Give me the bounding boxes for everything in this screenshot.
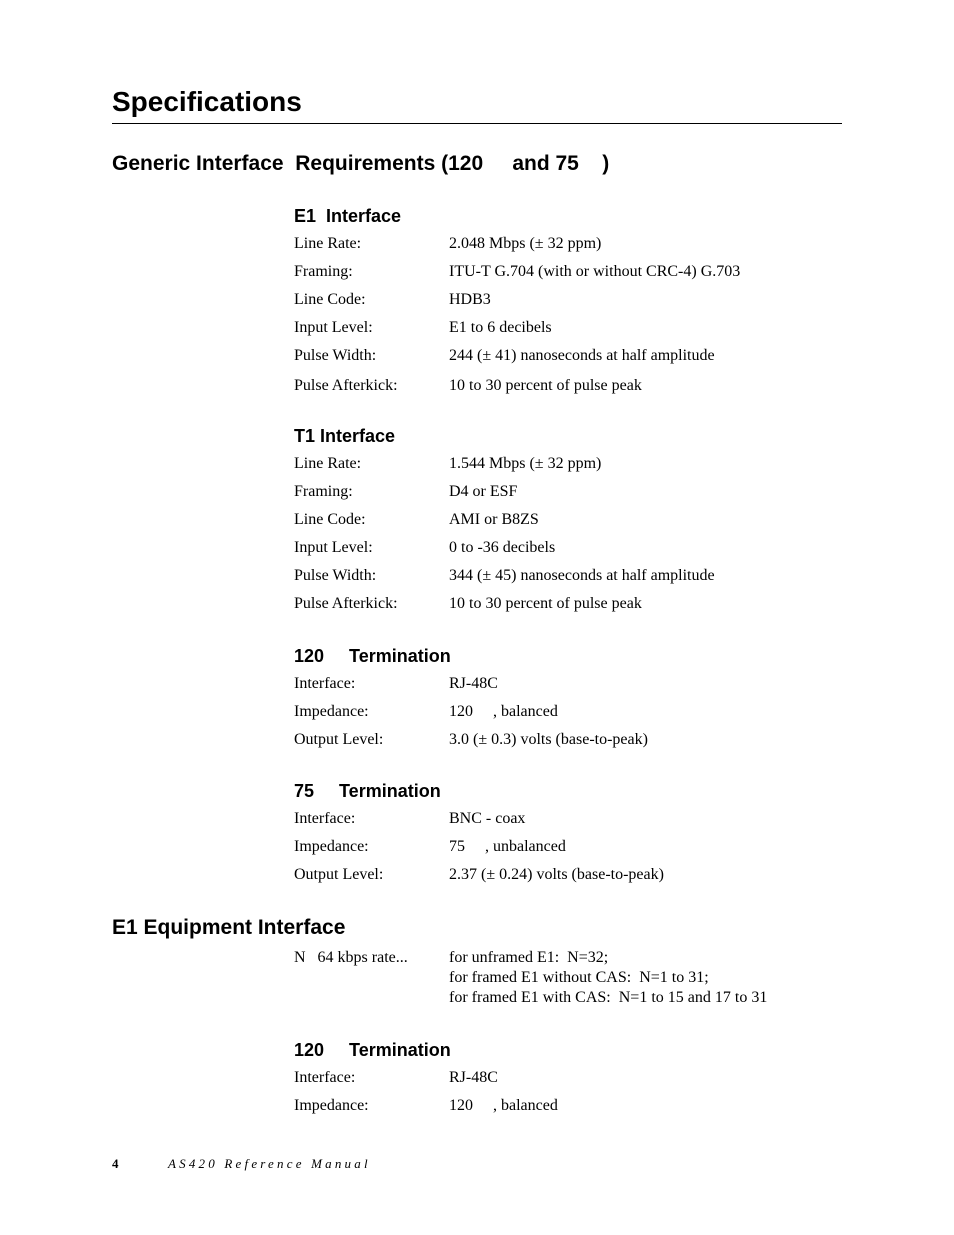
page-number: 4 (112, 1156, 119, 1171)
spec-label: Input Level: (294, 539, 373, 556)
spec-label: Input Level: (294, 319, 373, 336)
spec-row (294, 1068, 834, 1096)
spec-value: 10 to 30 percent of pulse peak (449, 595, 642, 612)
termination-120-heading: 120 Termination (294, 646, 451, 666)
spec-value: 120 , balanced (449, 703, 558, 720)
spec-value: BNC - coax (449, 810, 526, 827)
spec-row (294, 594, 834, 622)
spec-label: Interface: (294, 810, 356, 827)
spec-label: Impedance: (294, 703, 369, 720)
spec-value: 3.0 (± 0.3) volts (base-to-peak) (449, 731, 648, 748)
spec-value: ITU-T G.704 (with or without CRC-4) G.703 (449, 263, 741, 280)
spec-value: for framed E1 with CAS: N=1 to 15 and 17 to 31 (449, 989, 768, 1006)
spec-row (294, 1096, 834, 1124)
spec-row (294, 262, 834, 290)
spec-value: 0 to -36 decibels (449, 539, 556, 556)
spec-row (294, 454, 834, 482)
spec-value: 120 , balanced (449, 1097, 558, 1114)
spec-label: Line Code: (294, 291, 366, 308)
spec-label: Output Level: (294, 866, 384, 883)
spec-value: 2.048 Mbps (± 32 ppm) (449, 235, 602, 252)
spec-value: RJ-48C (449, 1069, 498, 1086)
spec-label: Impedance: (294, 1097, 369, 1114)
spec-value: for unframed E1: N=32; (449, 949, 609, 966)
spec-label: Line Rate: (294, 455, 362, 472)
spec-value: for framed E1 without CAS: N=1 to 31; (449, 969, 709, 986)
spec-row (294, 702, 834, 730)
e1-interface-heading: E1 Interface (294, 206, 402, 226)
spec-label: N 64 kbps rate... (294, 949, 408, 966)
spec-row (294, 290, 834, 318)
spec-row (294, 538, 834, 566)
spec-row (294, 865, 834, 893)
spec-value: AMI or B8ZS (449, 511, 539, 528)
manual-title: AS420 Reference Manual (168, 1156, 371, 1171)
spec-value: D4 or ESF (449, 483, 518, 500)
e1-equipment-heading: E1 Equipment Interface (112, 916, 346, 939)
n64-rate-spec (294, 948, 834, 1010)
spec-label: Pulse Afterkick: (294, 377, 398, 394)
spec-row (294, 809, 834, 837)
spec-value: 244 (± 41) nanoseconds at half amplitude (449, 347, 715, 364)
spec-row (294, 234, 834, 262)
spec-row (294, 376, 834, 404)
spec-label: Pulse Width: (294, 347, 377, 364)
spec-value: E1 to 6 decibels (449, 319, 552, 336)
spec-row (294, 346, 834, 374)
spec-row (294, 674, 834, 702)
spec-value: 1.544 Mbps (± 32 ppm) (449, 455, 602, 472)
spec-label: Interface: (294, 675, 356, 692)
spec-row (294, 510, 834, 538)
spec-row (294, 318, 834, 346)
t1-interface-heading: T1 Interface (294, 426, 396, 446)
spec-label: Line Code: (294, 511, 366, 528)
spec-value-list (449, 948, 767, 1008)
spec-label: Framing: (294, 263, 353, 280)
spec-row (294, 837, 834, 865)
spec-label: Pulse Width: (294, 567, 377, 584)
spec-value: 344 (± 45) nanoseconds at half amplitude (449, 567, 715, 584)
page-title: Specifications (112, 86, 302, 117)
spec-value: 10 to 30 percent of pulse peak (449, 377, 642, 394)
spec-value: HDB3 (449, 291, 491, 308)
spec-label: Impedance: (294, 838, 369, 855)
spec-label: Framing: (294, 483, 353, 500)
equipment-termination-120-heading: 120 Termination (294, 1040, 451, 1060)
generic-interface-heading: Generic Interface Requirements (120 and 75 ) (112, 152, 610, 175)
spec-label: Interface: (294, 1069, 356, 1086)
termination-75-heading: 75 Termination (294, 781, 441, 801)
spec-value: RJ-48C (449, 675, 498, 692)
title-rule (112, 123, 842, 124)
spec-label: Output Level: (294, 731, 384, 748)
spec-value: 75 , unbalanced (449, 838, 566, 855)
spec-label: Pulse Afterkick: (294, 595, 398, 612)
spec-row (294, 730, 834, 758)
spec-label: Line Rate: (294, 235, 362, 252)
spec-row (294, 482, 834, 510)
spec-row (294, 566, 834, 594)
spec-value: 2.37 (± 0.24) volts (base-to-peak) (449, 866, 664, 883)
